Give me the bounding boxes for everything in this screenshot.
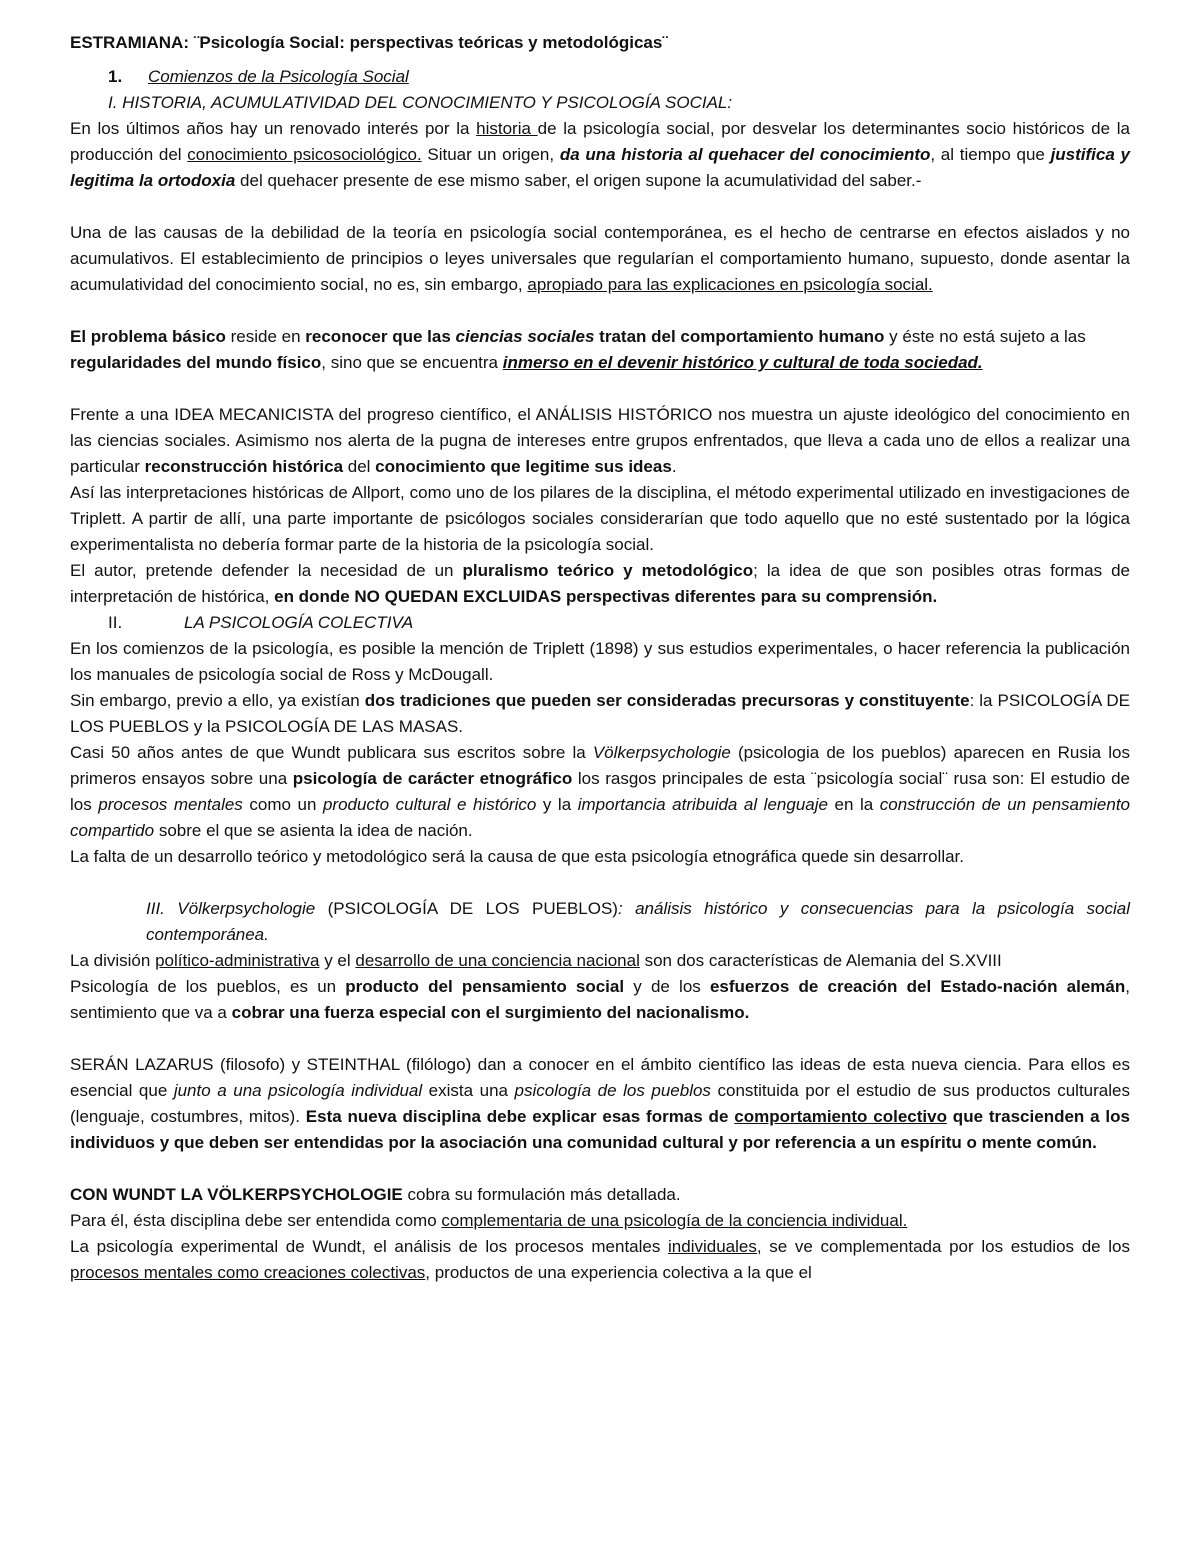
- paragraph-2: Una de las causas de la debilidad de la teoría en psicología social contemporánea, es el hecho de centrarse en efectos aislados y no acumulativos. El establecimiento de principios o leyes universales que regularían el comportamiento humano, supuesto, donde asentar la acumulatividad del conocimiento social, no es, sin embargo, apropiado para las explicaciones en psicología social.: [70, 223, 1130, 294]
- spacer: [70, 56, 1130, 64]
- spacer: [70, 1026, 1130, 1052]
- paragraph-16: La psicología experimental de Wundt, el análisis de los procesos mentales individuales, se ve complementada por los estudios de los procesos mentales como creaciones colectivas, productos de una experiencia colectiva a la que el: [70, 1237, 1130, 1282]
- spacer: [70, 298, 1130, 324]
- paragraph-1: En los últimos años hay un renovado interés por la historia de la psicología social, por desvelar los determinantes socio históricos de la producción del conocimiento psicosociológico. Situar un origen, da una historia al quehacer del conocimiento, al tiempo que justifica y legitima la ortodoxia del quehacer presente de ese mismo saber, el origen supone la acumulatividad del saber.-: [70, 119, 1130, 190]
- paragraph-11: La división político-administrativa y el desarrollo de una conciencia nacional son dos características de Alemania del S.XVIII: [70, 951, 1002, 970]
- paragraph-12: Psicología de los pueblos, es un producto del pensamiento social y de los esfuerzos de creación del Estado-nación alemán, sentimiento que va a cobrar una fuerza especial con el surgimiento del nacionalismo.: [70, 977, 1130, 1022]
- subsection-heading-2: II. LA PSICOLOGÍA COLECTIVA: [108, 613, 414, 632]
- paragraph-14: CON WUNDT LA VÖLKERPSYCHOLOGIE cobra su formulación más detallada.: [70, 1185, 681, 1204]
- document-title: ESTRAMIANA: ¨Psicología Social: perspectivas teóricas y metodológicas¨: [70, 33, 668, 52]
- section-title: Comienzos de la Psicología Social: [148, 67, 409, 86]
- subsection-heading-3: III. Völkerpsychologie (PSICOLOGÍA DE LOS PUEBLOS): análisis histórico y consecuencias para la psicología social contemporánea.: [146, 899, 1130, 944]
- paragraph-4: Frente a una IDEA MECANICISTA del progreso científico, el ANÁLISIS HISTÓRICO nos muestra un ajuste ideológico del conocimiento en las ciencias sociales. Asimismo nos alerta de la pugna de intereses entre grupos enfrentados, que lleva a cada uno de ellos a realizar una particular reconstrucción histórica del conocimiento que legitime sus ideas.: [70, 405, 1130, 476]
- paragraph-10: La falta de un desarrollo teórico y metodológico será la causa de que esta psicología etnográfica quede sin desarrollar.: [70, 847, 965, 866]
- spacer: [70, 194, 1130, 220]
- spacer: [70, 376, 1130, 402]
- document-page: [70, 30, 1130, 1286]
- section-heading: [70, 64, 1130, 90]
- paragraph-9: Casi 50 años antes de que Wundt publicara sus escritos sobre la Völkerpsychologie (psicologia de los pueblos) aparecen en Rusia los primeros ensayos sobre una psicología de carácter etnográfico los rasgos principales de esta ¨psicología social¨ rusa son: El estudio de los procesos mentales como un producto cultural e histórico y la importancia atribuida al lenguaje en la construcción de un pensamiento compartido sobre el que se asienta la idea de nación.: [70, 743, 1131, 840]
- spacer: [70, 870, 1130, 896]
- paragraph-6: El autor, pretende defender la necesidad de un pluralismo teórico y metodológico; la idea de que son posibles otras formas de interpretación de histórica, en donde NO QUEDAN EXCLUIDAS perspectivas diferentes para su comprensión.: [70, 561, 1130, 606]
- paragraph-3: El problema básico reside en reconocer que las ciencias sociales tratan del comportamiento humano y éste no está sujeto a las regularidades del mundo físico, sino que se encuentra inmerso en el devenir histórico y cultural de toda sociedad.: [70, 327, 1086, 372]
- paragraph-5: Así las interpretaciones históricas de Allport, como uno de los pilares de la disciplina, el método experimental utilizado en investigaciones de Triplett. A partir de allí, una parte importante de psicólogos sociales considerarían que todo aquello que no esté sustentado por la lógica experimentalista no debería formar parte de la historia de la psicología social.: [70, 483, 1130, 554]
- paragraph-7: En los comienzos de la psicología, es posible la mención de Triplett (1898) y sus estudios experimentales, o hacer referencia la publicación los manuales de psicología social de Ross y McDougall.: [70, 639, 1130, 684]
- paragraph-15: Para él, ésta disciplina debe ser entendida como complementaria de una psicología de la conciencia individual.: [70, 1211, 908, 1230]
- paragraph-13: SERÁN LAZARUS (filosofo) y STEINTHAL (filólogo) dan a conocer en el ámbito científico las ideas de esta nueva ciencia. Para ellos es esencial que junto a una psicología individual exista una psicología de los pueblos constituida por el estudio de sus productos culturales (lenguaje, costumbres, mitos). Esta nueva disciplina debe explicar esas formas de comportamiento colectivo que trascienden a los individuos y que deben ser entendidas por la asociación una comunidad cultural y por referencia a un espíritu o mente común.: [70, 1055, 1130, 1152]
- spacer: [70, 1156, 1130, 1182]
- subsection-heading-1: I. HISTORIA, ACUMULATIVIDAD DEL CONOCIMIENTO Y PSICOLOGÍA SOCIAL:: [108, 93, 733, 112]
- section-number: 1.: [108, 67, 123, 86]
- paragraph-8: Sin embargo, previo a ello, ya existían dos tradiciones que pueden ser consideradas precursoras y constituyente: la PSICOLOGÍA DE LOS PUEBLOS y la PSICOLOGÍA DE LAS MASAS.: [70, 691, 1131, 736]
